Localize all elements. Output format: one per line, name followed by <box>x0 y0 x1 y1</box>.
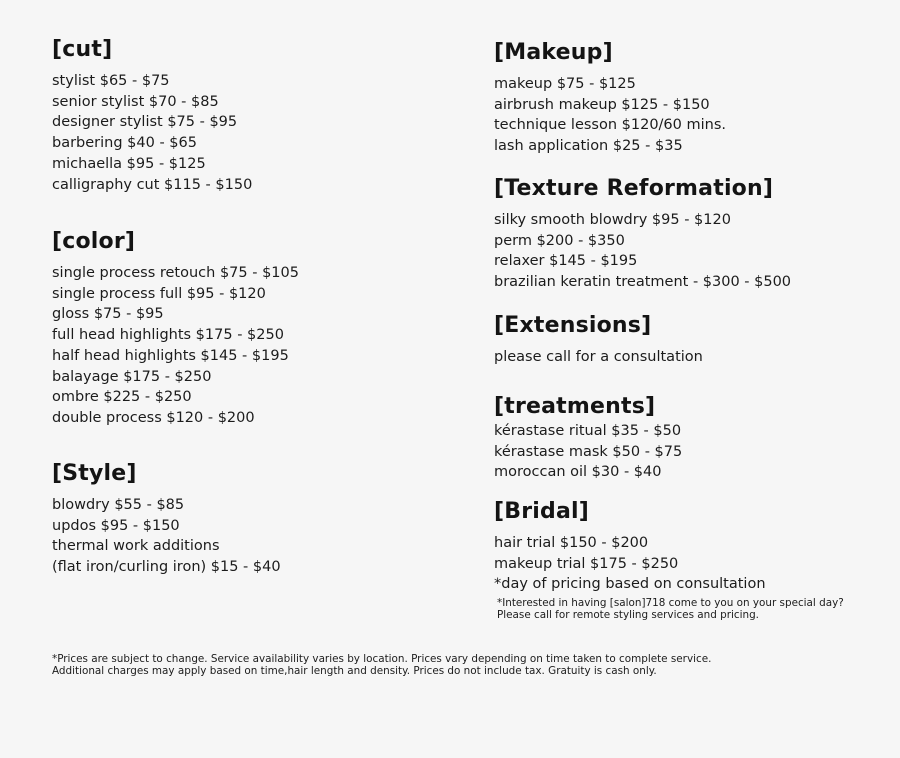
price-item: single process retouch $75 - $105 <box>52 265 299 281</box>
price-item: designer stylist $75 - $95 <box>52 114 238 131</box>
section-title: [cut] <box>52 37 113 62</box>
price-item: moroccan oil $30 - $40 <box>494 464 662 481</box>
price-item: thermal work additions <box>52 538 220 555</box>
price-item: airbrush makeup $125 - $150 <box>494 96 710 113</box>
price-item: blowdry $55 - $85 <box>52 497 185 513</box>
section-extensions <box>494 312 703 368</box>
section-title: [Style] <box>52 461 137 486</box>
bridal-note-line: Please call for remote styling services and pricing. <box>497 608 759 621</box>
section-bridal <box>494 498 844 621</box>
price-item: gloss $75 - $95 <box>52 306 164 323</box>
price-item: silky smooth blowdry $95 - $120 <box>494 212 731 228</box>
price-item: updos $95 - $150 <box>52 517 180 534</box>
section-treatments <box>494 393 682 483</box>
price-item: double process $120 - $200 <box>52 409 255 426</box>
section-title: [color] <box>52 229 136 254</box>
price-item: full head highlights $175 - $250 <box>52 327 284 344</box>
price-item: michaella $95 - $125 <box>52 155 206 172</box>
price-item: technique lesson $120/60 mins. <box>494 117 726 134</box>
section-title: [Bridal] <box>494 499 590 524</box>
price-item: (flat iron/curling iron) $15 - $40 <box>52 559 281 576</box>
price-item: kérastase ritual $35 - $50 <box>494 423 682 439</box>
price-item: *day of pricing based on consultation <box>494 576 766 593</box>
price-item: please call for a consultation <box>494 349 703 365</box>
section-title: [Makeup] <box>494 40 613 65</box>
price-item: ombre $225 - $250 <box>52 389 192 406</box>
section-title: [Texture Reformation] <box>494 176 774 201</box>
bridal-note <box>497 598 844 621</box>
price-item: hair trial $150 - $200 <box>494 535 649 551</box>
price-item: barbering $40 - $65 <box>52 135 197 152</box>
footnote <box>52 654 711 677</box>
price-item: lash application $25 - $35 <box>494 138 683 155</box>
price-item: perm $200 - $350 <box>494 232 625 249</box>
price-item: relaxer $145 - $195 <box>494 253 638 270</box>
price-item: makeup trial $175 - $250 <box>494 555 679 572</box>
price-item: balayage $175 - $250 <box>52 368 212 385</box>
footnote-line: Additional charges may apply based on time,hair length and density. Prices do not include tax. Gratuity is cash only. <box>52 664 657 677</box>
price-item: single process full $95 - $120 <box>52 285 266 302</box>
section-color <box>52 228 299 429</box>
price-item: brazilian keratin treatment - $300 - $500 <box>494 274 792 291</box>
section-style <box>52 460 281 578</box>
section-texture-reformation <box>494 175 791 293</box>
price-item: half head highlights $145 - $195 <box>52 347 289 364</box>
price-item: kérastase mask $50 - $75 <box>494 443 683 460</box>
footnote-line: *Prices are subject to change. Service availability varies by location. Prices vary depending on time taken to complete service. <box>52 653 712 665</box>
price-item: makeup $75 - $125 <box>494 76 636 92</box>
section-title: [Extensions] <box>494 313 652 338</box>
section-cut <box>52 36 252 195</box>
price-item: calligraphy cut $115 - $150 <box>52 176 253 193</box>
price-item: stylist $65 - $75 <box>52 73 170 89</box>
bridal-note-line: *Interested in having [salon]718 come to you on your special day? <box>497 597 844 610</box>
section-makeup <box>494 39 726 157</box>
section-title: [treatments] <box>494 394 656 419</box>
price-item: senior stylist $70 - $85 <box>52 93 219 110</box>
